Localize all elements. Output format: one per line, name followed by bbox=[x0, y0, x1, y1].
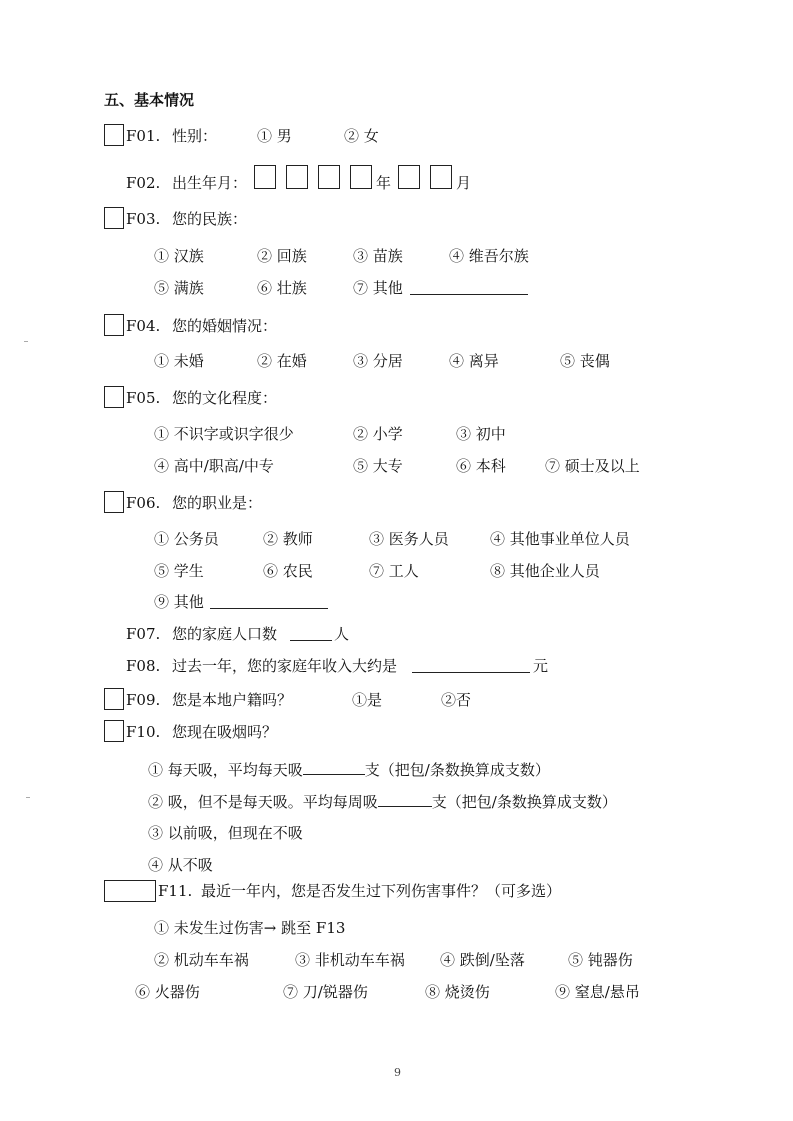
f05-option-1[interactable]: ① 不识字或识字很少 bbox=[154, 425, 294, 443]
f01-option-1[interactable]: ① 男 bbox=[257, 127, 292, 145]
scan-mark bbox=[24, 341, 28, 342]
f01-label: F01. bbox=[126, 127, 161, 145]
f08-income-blank[interactable] bbox=[412, 658, 530, 673]
f07-unit: 人 bbox=[334, 625, 350, 643]
f09-option-1[interactable]: ①是 bbox=[352, 691, 383, 709]
scan-mark bbox=[26, 797, 30, 798]
f10-option-4[interactable]: ④ 从不吸 bbox=[148, 856, 213, 874]
f04-option-2[interactable]: ② 在婚 bbox=[257, 352, 307, 370]
f01-text: 性别： bbox=[172, 127, 218, 145]
f08-unit: 元 bbox=[533, 657, 549, 675]
f10-option-2-text: ② 吸，但不是每天吸。平均每周吸 bbox=[148, 793, 378, 811]
f04-text: 您的婚姻情况： bbox=[172, 317, 278, 335]
f03-option-2[interactable]: ② 回族 bbox=[257, 247, 307, 265]
f06-answer-box[interactable] bbox=[104, 491, 124, 513]
f06-other-blank[interactable] bbox=[210, 594, 328, 609]
f06-option-4[interactable]: ④ 其他事业单位人员 bbox=[490, 530, 630, 548]
f02-month-unit: 月 bbox=[456, 174, 472, 192]
f06-option-7[interactable]: ⑦ 工人 bbox=[369, 562, 419, 580]
f02-month-digit-2[interactable] bbox=[430, 165, 452, 189]
f03-answer-box[interactable] bbox=[104, 207, 124, 229]
f03-other-blank[interactable] bbox=[410, 280, 528, 295]
f11-label: F11. bbox=[158, 882, 193, 900]
f03-option-4[interactable]: ④ 维吾尔族 bbox=[449, 247, 529, 265]
f06-option-1[interactable]: ① 公务员 bbox=[154, 530, 219, 548]
f03-option-1[interactable]: ① 汉族 bbox=[154, 247, 204, 265]
f05-answer-box[interactable] bbox=[104, 386, 124, 408]
f04-option-1[interactable]: ① 未婚 bbox=[154, 352, 204, 370]
f06-label: F06. bbox=[126, 494, 161, 512]
f08-text: 过去一年，您的家庭年收入大约是 bbox=[172, 657, 398, 675]
f10-option-1-text: ① 每天吸，平均每天吸 bbox=[148, 761, 303, 779]
f11-skip-instruction: 跳至 F13 bbox=[281, 919, 346, 937]
f09-text: 您是本地户籍吗？ bbox=[172, 691, 293, 709]
f11-option-7[interactable]: ⑦ 刀/锐器伤 bbox=[283, 983, 368, 1001]
f10-weekly-count-blank[interactable] bbox=[378, 792, 432, 807]
f05-option-5[interactable]: ⑤ 大专 bbox=[353, 457, 403, 475]
f09-answer-box[interactable] bbox=[104, 688, 124, 710]
f07-label: F07. bbox=[126, 625, 161, 643]
section-title: 五、基本情况 bbox=[104, 91, 195, 109]
f11-answer-box[interactable] bbox=[104, 880, 156, 902]
f07-household-size-blank[interactable] bbox=[290, 626, 332, 641]
f03-text: 您的民族： bbox=[172, 210, 248, 228]
f02-month-digit-1[interactable] bbox=[398, 165, 420, 189]
arrow-right-icon: → bbox=[263, 919, 277, 937]
f03-option-6[interactable]: ⑥ 壮族 bbox=[257, 279, 307, 297]
f10-option-2[interactable] bbox=[148, 792, 617, 812]
f10-option-1-suffix: 支（把包/条数换算成支数） bbox=[364, 761, 550, 779]
f10-option-3[interactable]: ③ 以前吸，但现在不吸 bbox=[148, 824, 303, 842]
f01-option-2[interactable]: ② 女 bbox=[344, 127, 379, 145]
f07-text: 您的家庭人口数 bbox=[172, 625, 278, 643]
f05-option-3[interactable]: ③ 初中 bbox=[456, 425, 506, 443]
f02-year-digit-2[interactable] bbox=[286, 165, 308, 189]
f11-text: 最近一年内，您是否发生过下列伤害事件？（可多选） bbox=[201, 882, 562, 900]
f11-option-8[interactable]: ⑧ 烧烫伤 bbox=[425, 983, 490, 1001]
f02-label: F02. bbox=[126, 174, 161, 192]
f04-option-3[interactable]: ③ 分居 bbox=[353, 352, 403, 370]
f11-option-1[interactable] bbox=[154, 918, 345, 938]
page-number: 9 bbox=[394, 1066, 401, 1079]
f02-year-digit-4[interactable] bbox=[350, 165, 372, 189]
f11-option-2[interactable]: ② 机动车车祸 bbox=[154, 951, 249, 969]
f09-option-2[interactable]: ②否 bbox=[441, 691, 472, 709]
f06-text: 您的职业是： bbox=[172, 494, 263, 512]
f03-label: F03. bbox=[126, 210, 161, 228]
f05-option-2[interactable]: ② 小学 bbox=[353, 425, 403, 443]
f05-label: F05. bbox=[126, 389, 161, 407]
f06-option-6[interactable]: ⑥ 农民 bbox=[263, 562, 313, 580]
f03-option-5[interactable]: ⑤ 满族 bbox=[154, 279, 204, 297]
f06-option-9[interactable]: ⑨ 其他 bbox=[154, 593, 204, 611]
f10-text: 您现在吸烟吗？ bbox=[172, 723, 278, 741]
f06-option-2[interactable]: ② 教师 bbox=[263, 530, 313, 548]
f05-text: 您的文化程度： bbox=[172, 389, 278, 407]
f11-option-5[interactable]: ⑤ 钝器伤 bbox=[568, 951, 633, 969]
f05-option-7[interactable]: ⑦ 硕士及以上 bbox=[545, 457, 640, 475]
f02-year-unit: 年 bbox=[376, 174, 392, 192]
f02-year-digit-3[interactable] bbox=[318, 165, 340, 189]
f11-option-1-text: ① 未发生过伤害 bbox=[154, 919, 264, 937]
f10-label: F10. bbox=[126, 723, 161, 741]
f05-option-4[interactable]: ④ 高中/职高/中专 bbox=[154, 457, 274, 475]
f10-option-1[interactable] bbox=[148, 760, 550, 780]
f10-option-2-suffix: 支（把包/条数换算成支数） bbox=[431, 793, 617, 811]
f11-option-9[interactable]: ⑨ 窒息/悬吊 bbox=[555, 983, 640, 1001]
f06-option-8[interactable]: ⑧ 其他企业人员 bbox=[490, 562, 600, 580]
f02-year-digit-1[interactable] bbox=[254, 165, 276, 189]
f04-option-4[interactable]: ④ 离异 bbox=[449, 352, 499, 370]
f11-option-6[interactable]: ⑥ 火器伤 bbox=[135, 983, 200, 1001]
f04-option-5[interactable]: ⑤ 丧偶 bbox=[560, 352, 610, 370]
f06-option-3[interactable]: ③ 医务人员 bbox=[369, 530, 449, 548]
f10-answer-box[interactable] bbox=[104, 720, 124, 742]
f03-option-3[interactable]: ③ 苗族 bbox=[353, 247, 403, 265]
f06-option-5[interactable]: ⑤ 学生 bbox=[154, 562, 204, 580]
f03-option-7[interactable]: ⑦ 其他 bbox=[353, 279, 403, 297]
f01-answer-box[interactable] bbox=[104, 124, 124, 146]
f08-label: F08. bbox=[126, 657, 161, 675]
f11-option-4[interactable]: ④ 跌倒/坠落 bbox=[440, 951, 525, 969]
f11-option-3[interactable]: ③ 非机动车车祸 bbox=[295, 951, 405, 969]
f04-label: F04. bbox=[126, 317, 161, 335]
f05-option-6[interactable]: ⑥ 本科 bbox=[456, 457, 506, 475]
f04-answer-box[interactable] bbox=[104, 314, 124, 336]
f09-label: F09. bbox=[126, 691, 161, 709]
f02-text: 出生年月： bbox=[172, 174, 248, 192]
f10-daily-count-blank[interactable] bbox=[303, 760, 365, 775]
